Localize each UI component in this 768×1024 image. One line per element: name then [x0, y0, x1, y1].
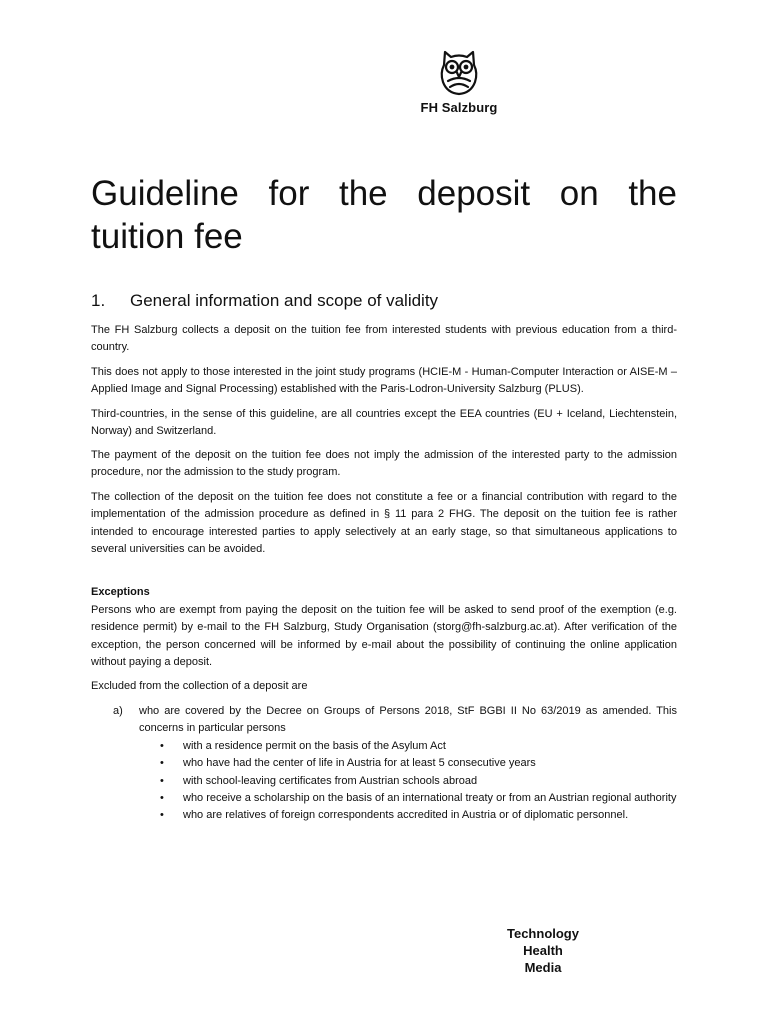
exemption-text-start: Persons who are exempt from paying the deposit on the tuition fee will be asked to send proof of the exemption (e.g. residence permit) by e-mail to the FH Salzburg, Study Organisation ( [91, 604, 677, 634]
paragraph-excluded-intro: Excluded from the collection of a deposit are [91, 680, 308, 692]
list-item-text: with school-leaving certificates from Austrian schools abroad [183, 774, 478, 787]
list-item [160, 755, 677, 772]
bullet-icon: • [160, 774, 164, 787]
list-item-text: with a residence permit on the basis of the Asylum Act [183, 740, 446, 752]
paragraph-third-countries-definition: Third-countries, in the sense of this guideline, are all countries except the EEA countries (EU + Iceland, Liechtenstein, Norway) and Switzerland. [91, 408, 677, 438]
paragraph-joint-programs: This does not apply to those interested in the joint study programs (HCIE-M - Human-Computer Interaction or AISE-M – Applied Image and Signal Processing) established with the Paris-Lodron-University Salzburg (PLUS). [91, 366, 677, 396]
section-heading [91, 290, 677, 312]
exceptions-heading: Exceptions [91, 586, 150, 598]
list-item [160, 807, 677, 824]
list-item-a-text: who are covered by the Decree on Groups of Persons 2018, StF BGBI II No 63/2019 as amended. This concerns in particular persons [139, 705, 677, 735]
paragraph-third-country-deposit: The FH Salzburg collects a deposit on the tuition fee from interested students with previous education from a third-country. [91, 324, 677, 354]
section-title: General information and scope of validity [130, 291, 439, 310]
bullet-icon: • [160, 809, 164, 822]
paragraph-payment-admission: The payment of the deposit on the tuition fee does not imply the admission of the interested party to the admission procedure, nor the admission to the study program. [91, 449, 677, 479]
exemption-bullet-list [160, 738, 677, 824]
list-item-text: who are relatives of foreign correspondents accredited in Austria or of diplomatic personnel. [183, 809, 629, 822]
list-item-a [91, 703, 677, 738]
owl-icon [438, 47, 480, 97]
footer-line-health: Health [523, 943, 563, 958]
bullet-icon: • [160, 740, 164, 752]
footer-line-technology: Technology [507, 926, 579, 941]
exemption-text-end: ). After verification of the exception, the person concerned will be informed by e-mail about the possibility of continuing the online application without paying a deposit. [91, 621, 677, 668]
list-item [160, 790, 677, 807]
paragraph-exemption-proof [91, 602, 677, 671]
list-marker-a: a) [113, 705, 123, 717]
list-item [160, 738, 677, 755]
storg-email-link[interactable]: storg@fh-salzburg.ac.at [436, 621, 554, 634]
list-item-text: who receive a scholarship on the basis of an international treaty or from an Austrian regional authority [183, 791, 677, 804]
fh-salzburg-logo [404, 47, 514, 115]
footer-line-media: Media [524, 960, 562, 975]
bullet-icon: • [160, 791, 164, 804]
list-item-text: who have had the center of life in Austria for at least 5 consecutive years [183, 757, 536, 770]
page-title: Guideline for the deposit on the tuition fee [91, 174, 677, 256]
bullet-icon: • [160, 757, 164, 770]
list-item [160, 773, 677, 790]
section-number: 1. [91, 291, 106, 310]
footer-tagline [490, 925, 596, 976]
paragraph-fee-purpose: The collection of the deposit on the tuition fee does not constitute a fee or a financial contribution with regard to the implementation of the admission procedure as defined in § 11 para 2 FHG. The deposit on the tuition fee is rather intended to encourage interested parties to apply selectively at an early stage, so that simultaneous applications to several universities can be avoided. [91, 491, 677, 555]
logo-text: FH Salzburg [420, 100, 498, 115]
